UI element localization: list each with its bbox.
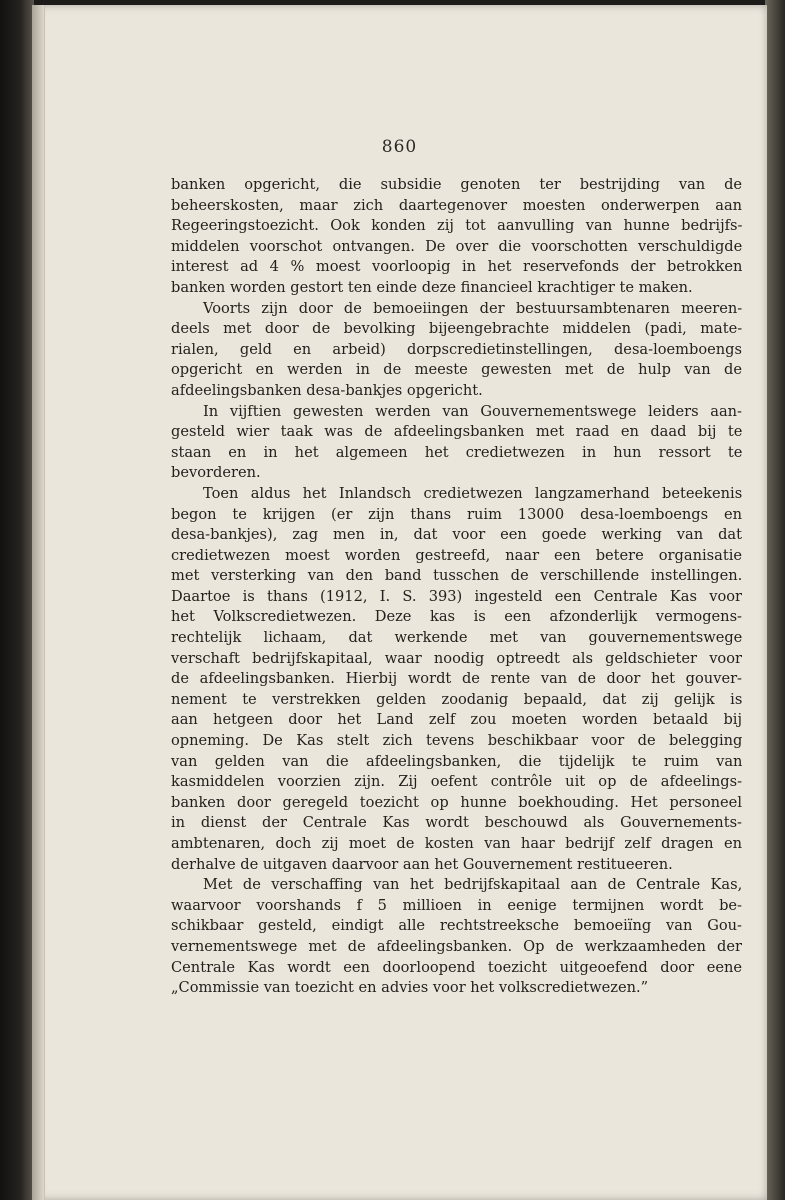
page-binding-edge bbox=[32, 5, 45, 1200]
text-line: nement te verstrekken gelden zoodanig bepaald, dat zij gelijk is bbox=[171, 690, 743, 708]
text-line: desa-bankjes), zag men in, dat voor een goede werking van dat bbox=[171, 526, 742, 544]
body-text bbox=[171, 175, 742, 999]
text-line: beheerskosten, maar zich daartegenover moesten onderwerpen aan bbox=[171, 196, 743, 214]
text-line: staan en in het algemeen het credietwezen in hun ressort te bbox=[171, 443, 743, 461]
text-line: met versterking van den band tusschen de verschillende instellingen. bbox=[171, 567, 743, 585]
text-line: opneming. De Kas stelt zich tevens beschikbaar voor de belegging bbox=[171, 732, 743, 750]
text-line: Daartoe is thans (1912, I. S. 393) ingesteld een Centrale Kas voor bbox=[171, 587, 742, 605]
text-line: banken worden gestort ten einde deze financieel krachtiger te maken. bbox=[171, 278, 693, 296]
text-line: begon te krijgen (er zijn thans ruim 13000 desa-loemboengs en bbox=[171, 505, 742, 523]
text-line: aan hetgeen door het Land zelf zou moeten worden betaald bij bbox=[171, 711, 742, 729]
text-line: Voorts zijn door de bemoeiingen der bestuursambtenaren meeren- bbox=[203, 299, 743, 317]
book-page bbox=[32, 5, 767, 1200]
text-line: het Volkscredietwezen. Deze kas is een afzonderlijk vermogens- bbox=[171, 608, 742, 626]
page-number: 860 bbox=[381, 137, 418, 157]
text-line: bevorderen. bbox=[171, 464, 261, 482]
text-line: de afdeelingsbanken. Hierbij wordt de rente van de door het gouver- bbox=[171, 670, 742, 688]
text-line: banken opgericht, die subsidie genoten ter bestrijding van de bbox=[171, 176, 743, 193]
text-line: afdeelingsbanken desa-bankjes opgericht. bbox=[171, 381, 483, 399]
text-line: schikbaar gesteld, eindigt alle rechtstreeksche bemoeiïng van Gou- bbox=[171, 917, 742, 935]
text-line: van gelden van die afdeelingsbanken, die tijdelijk te ruim van bbox=[171, 752, 743, 770]
text-line: In vijftien gewesten werden van Gouvernementswege leiders aan- bbox=[203, 402, 742, 420]
text-line: middelen voorschot ontvangen. De over die voorschotten verschuldigde bbox=[171, 237, 743, 255]
text-line: kasmiddelen voorzien zijn. Zij oefent contrôle uit op de afdeelings- bbox=[171, 773, 743, 791]
text-line: Met de verschaffing van het bedrijfskapitaal aan de Centrale Kas, bbox=[203, 876, 743, 894]
text-line: Toen aldus het Inlandsch credietwezen langzamerhand beteekenis bbox=[203, 484, 743, 502]
text-line: derhalve de uitgaven daarvoor aan het Gouvernement restitueeren. bbox=[171, 855, 673, 873]
text-line: credietwezen moest worden gestreefd, naar een betere organisatie bbox=[171, 546, 742, 564]
text-line: opgericht en werden in de meeste gewesten met de hulp van de bbox=[171, 361, 742, 379]
text-line: Centrale Kas wordt een doorloopend toezicht uitgeoefend door eene bbox=[171, 958, 742, 976]
scan-background-right bbox=[765, 0, 785, 1200]
text-line: Regeeringstoezicht. Ook konden zij tot aanvulling van hunne bedrijfs- bbox=[171, 217, 743, 235]
text-line: rialen, geld en arbeid) dorpscredietinstellingen, desa-loemboengs bbox=[171, 340, 742, 358]
text-line: banken door geregeld toezicht op hunne boekhouding. Het personeel bbox=[171, 793, 742, 811]
text-line: deels met door de bevolking bijeengebrachte middelen (padi, mate- bbox=[171, 320, 743, 338]
text-line: gesteld wier taak was de afdeelingsbanken met raad en daad bij te bbox=[171, 423, 743, 441]
text-line: verschaft bedrijfskapitaal, waar noodig optreedt als geldschieter voor bbox=[171, 649, 742, 667]
text-line: ambtenaren, doch zij moet de kosten van haar bedrijf zelf dragen en bbox=[171, 835, 742, 852]
text-line: „Commissie van toezicht en advies voor het volkscredietwezen.” bbox=[171, 979, 649, 997]
text-line: in dienst der Centrale Kas wordt beschouwd als Gouvernements- bbox=[171, 814, 742, 832]
text-line: vernementswege met de afdeelingsbanken. Op de werkzaamheden der bbox=[171, 937, 742, 955]
text-line: waarvoor voorshands f 5 millioen in eenige termijnen wordt be- bbox=[171, 896, 742, 914]
scan-background-left bbox=[0, 0, 34, 1200]
text-line: rechtelijk lichaam, dat werkende met van gouvernementswege bbox=[171, 629, 743, 647]
text-line: interest ad 4 % moest voorloopig in het reservefonds der betrokken bbox=[171, 258, 743, 276]
